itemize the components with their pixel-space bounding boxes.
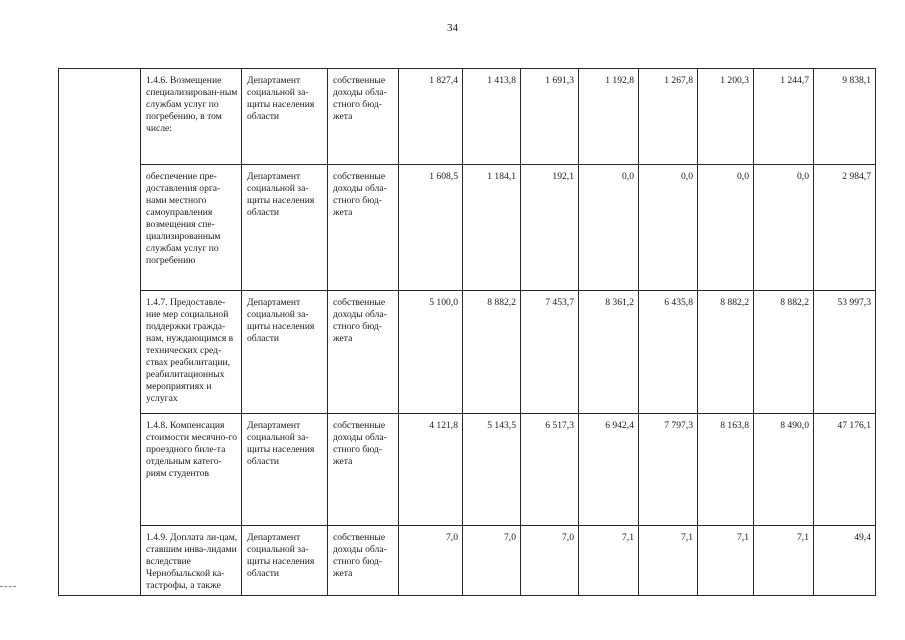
- year-value-cell: 8 361,2: [579, 291, 639, 414]
- year-value-cell: 7,0: [463, 526, 521, 596]
- funding-source-cell: собственные доходы обла-стного бюд-жета: [328, 69, 399, 165]
- year-value-cell: 7 797,3: [639, 414, 698, 526]
- year-value-cell: 7,0: [521, 526, 579, 596]
- year-value-cell: 0,0: [579, 165, 639, 291]
- activity-name-cell: 1.4.8. Компенсация стоимости месячно-го проездного биле-та отдельным катего-риям студентов: [141, 414, 242, 526]
- total-cell: 47 176,1: [814, 414, 876, 526]
- budget-table: [58, 68, 876, 596]
- year-value-cell: 1 192,8: [579, 69, 639, 165]
- year-value-cell: 1 691,3: [521, 69, 579, 165]
- table-row: [59, 526, 876, 596]
- year-value-cell: 1 827,4: [399, 69, 463, 165]
- year-value-cell: 5 100,0: [399, 291, 463, 414]
- year-value-cell: 1 184,1: [463, 165, 521, 291]
- year-value-cell: 1 200,3: [698, 69, 754, 165]
- activity-name-cell: 1.4.7. Предоставле-ние мер социальной поддержки гражда-нам, нуждающимся в технических сред-ствах реабилитации, реабилитационных мероприятиях и услугах: [141, 291, 242, 414]
- year-value-cell: 1 413,8: [463, 69, 521, 165]
- year-value-cell: 7,0: [399, 526, 463, 596]
- year-value-cell: 4 121,8: [399, 414, 463, 526]
- year-value-cell: 0,0: [698, 165, 754, 291]
- year-value-cell: 6 942,4: [579, 414, 639, 526]
- year-value-cell: 7 453,7: [521, 291, 579, 414]
- total-cell: 2 984,7: [814, 165, 876, 291]
- executor-cell: Департамент социальной за-щиты населения области: [242, 165, 328, 291]
- year-value-cell: 192,1: [521, 165, 579, 291]
- funding-source-cell: собственные доходы обла-стного бюд-жета: [328, 165, 399, 291]
- year-value-cell: 7,1: [698, 526, 754, 596]
- activity-name-cell: обеспечение пре-доставления орга-нами местного самоуправления возмещения спе-циализированным службам услуг по погребению: [141, 165, 242, 291]
- executor-cell: Департамент социальной за-щиты населения области: [242, 526, 328, 596]
- activity-name-cell: 1.4.9. Доплата ли-цам, ставшим инва-лидами вследствие Чернобыльской ка-тастрофы, а также: [141, 526, 242, 596]
- year-value-cell: 1 244,7: [754, 69, 814, 165]
- executor-cell: Департамент социальной за-щиты населения области: [242, 69, 328, 165]
- executor-cell: Департамент социальной за-щиты населения области: [242, 414, 328, 526]
- funding-source-cell: собственные доходы обла-стного бюд-жета: [328, 414, 399, 526]
- margin-dashed-line: [0, 586, 16, 587]
- year-value-cell: 1 608,5: [399, 165, 463, 291]
- total-cell: 9 838,1: [814, 69, 876, 165]
- year-value-cell: 1 267,8: [639, 69, 698, 165]
- total-cell: 53 997,3: [814, 291, 876, 414]
- year-value-cell: 8 882,2: [463, 291, 521, 414]
- year-value-cell: 8 882,2: [698, 291, 754, 414]
- executor-cell: Департамент социальной за-щиты населения области: [242, 291, 328, 414]
- table-row: [59, 291, 876, 414]
- year-value-cell: 7,1: [579, 526, 639, 596]
- year-value-cell: 5 143,5: [463, 414, 521, 526]
- total-cell: 49,4: [814, 526, 876, 596]
- year-value-cell: 6 435,8: [639, 291, 698, 414]
- year-value-cell: 0,0: [639, 165, 698, 291]
- table-row: [59, 69, 876, 165]
- year-value-cell: 8 490,0: [754, 414, 814, 526]
- year-value-cell: 7,1: [754, 526, 814, 596]
- table-row: [59, 414, 876, 526]
- year-value-cell: 0,0: [754, 165, 814, 291]
- page-number: 34: [447, 22, 458, 34]
- activity-name-cell: 1.4.6. Возмещение специализирован-ным службам услуг по погребению, в том числе:: [141, 69, 242, 165]
- funding-source-cell: собственные доходы обла-стного бюд-жета: [328, 291, 399, 414]
- funding-source-cell: собственные доходы обла-стного бюд-жета: [328, 526, 399, 596]
- year-value-cell: 8 882,2: [754, 291, 814, 414]
- year-value-cell: 8 163,8: [698, 414, 754, 526]
- year-value-cell: 6 517,3: [521, 414, 579, 526]
- blank-left-column: [59, 69, 141, 596]
- table-row: [59, 165, 876, 291]
- year-value-cell: 7,1: [639, 526, 698, 596]
